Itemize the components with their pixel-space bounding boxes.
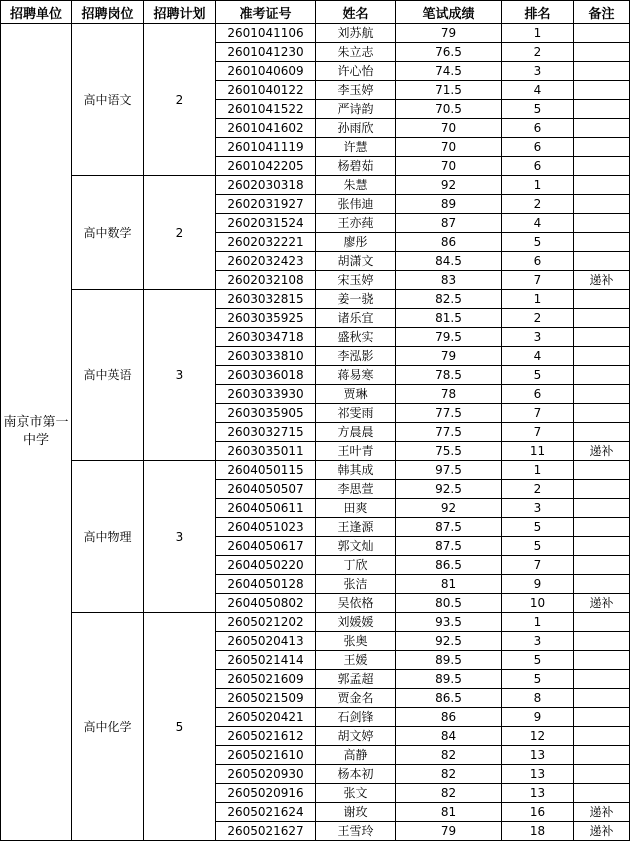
exam-id-cell: 2602031927 [216,195,316,214]
table-row [1,24,630,43]
exam-id-cell: 2603034718 [216,328,316,347]
exam-id-cell: 2605021610 [216,746,316,765]
header-row [1,1,630,24]
name-cell: 严诗韵 [316,100,396,119]
remark-cell [574,518,630,537]
remark-cell [574,499,630,518]
score-cell: 81 [396,803,502,822]
plan-cell: 3 [144,290,216,461]
name-cell: 吴依格 [316,594,396,613]
name-cell: 宋玉婷 [316,271,396,290]
score-cell: 87.5 [396,537,502,556]
score-cell: 83 [396,271,502,290]
remark-cell [574,385,630,404]
name-cell: 王亦莼 [316,214,396,233]
remark-cell [574,556,630,575]
score-cell: 80.5 [396,594,502,613]
remark-cell [574,575,630,594]
name-cell: 诸乐宜 [316,309,396,328]
score-cell: 84 [396,727,502,746]
name-cell: 郭孟超 [316,670,396,689]
remark-cell [574,195,630,214]
score-cell: 79.5 [396,328,502,347]
rank-cell: 2 [502,309,574,328]
rank-cell: 5 [502,537,574,556]
rank-cell: 5 [502,366,574,385]
rank-cell: 1 [502,613,574,632]
score-cell: 89.5 [396,651,502,670]
score-cell: 86.5 [396,689,502,708]
name-cell: 李泓影 [316,347,396,366]
rank-cell: 11 [502,442,574,461]
post-cell: 高中语文 [72,24,144,176]
name-cell: 丁欣 [316,556,396,575]
name-cell: 杨本初 [316,765,396,784]
name-cell: 盛秋实 [316,328,396,347]
name-cell: 胡潇文 [316,252,396,271]
exam-id-cell: 2602032108 [216,271,316,290]
header-remark: 备注 [574,1,630,24]
remark-cell [574,404,630,423]
header-rank: 排名 [502,1,574,24]
remark-cell: 递补 [574,271,630,290]
rank-cell: 18 [502,822,574,841]
name-cell: 姜一骁 [316,290,396,309]
score-cell: 78.5 [396,366,502,385]
remark-cell [574,24,630,43]
exam-id-cell: 2603033810 [216,347,316,366]
name-cell: 谢玫 [316,803,396,822]
remark-cell [574,366,630,385]
rank-cell: 4 [502,81,574,100]
rank-cell: 7 [502,404,574,423]
rank-cell: 2 [502,43,574,62]
exam-id-cell: 2604050220 [216,556,316,575]
exam-id-cell: 2601041602 [216,119,316,138]
remark-cell [574,784,630,803]
header-post: 招聘岗位 [72,1,144,24]
score-cell: 77.5 [396,423,502,442]
name-cell: 孙雨欣 [316,119,396,138]
name-cell: 田爽 [316,499,396,518]
remark-cell [574,347,630,366]
rank-cell: 1 [502,176,574,195]
exam-id-cell: 2603036018 [216,366,316,385]
rank-cell: 1 [502,290,574,309]
name-cell: 许慧 [316,138,396,157]
score-cell: 75.5 [396,442,502,461]
name-cell: 贾琳 [316,385,396,404]
name-cell: 刘苏航 [316,24,396,43]
score-cell: 81.5 [396,309,502,328]
exam-id-cell: 2604050115 [216,461,316,480]
plan-cell: 2 [144,24,216,176]
rank-cell: 5 [502,670,574,689]
exam-id-cell: 2601040122 [216,81,316,100]
exam-id-cell: 2604050507 [216,480,316,499]
name-cell: 方晨晨 [316,423,396,442]
name-cell: 郭文灿 [316,537,396,556]
name-cell: 许心怡 [316,62,396,81]
exam-id-cell: 2603032715 [216,423,316,442]
rank-cell: 2 [502,480,574,499]
rank-cell: 1 [502,461,574,480]
plan-cell: 3 [144,461,216,613]
post-cell: 高中英语 [72,290,144,461]
name-cell: 胡文婷 [316,727,396,746]
rank-cell: 8 [502,689,574,708]
remark-cell: 递补 [574,822,630,841]
rank-cell: 3 [502,499,574,518]
exam-id-cell: 2602030318 [216,176,316,195]
rank-cell: 4 [502,347,574,366]
header-unit: 招聘单位 [1,1,72,24]
exam-id-cell: 2602032423 [216,252,316,271]
remark-cell [574,138,630,157]
remark-cell [574,613,630,632]
remark-cell [574,233,630,252]
exam-id-cell: 2601040609 [216,62,316,81]
exam-id-cell: 2603032815 [216,290,316,309]
exam-id-cell: 2604050128 [216,575,316,594]
exam-id-cell: 2601041106 [216,24,316,43]
post-cell: 高中数学 [72,176,144,290]
rank-cell: 1 [502,24,574,43]
rank-cell: 9 [502,708,574,727]
rank-cell: 5 [502,518,574,537]
score-cell: 89.5 [396,670,502,689]
score-cell: 86 [396,708,502,727]
remark-cell: 递补 [574,442,630,461]
exam-id-cell: 2603033930 [216,385,316,404]
rank-cell: 13 [502,765,574,784]
score-cell: 79 [396,822,502,841]
plan-cell: 5 [144,613,216,841]
score-cell: 82 [396,784,502,803]
score-cell: 70.5 [396,100,502,119]
rank-cell: 6 [502,252,574,271]
rank-cell: 7 [502,423,574,442]
score-cell: 92 [396,499,502,518]
rank-cell: 13 [502,746,574,765]
remark-cell [574,309,630,328]
score-cell: 78 [396,385,502,404]
remark-cell [574,119,630,138]
rank-cell: 7 [502,556,574,575]
exam-id-cell: 2605021612 [216,727,316,746]
remark-cell [574,746,630,765]
exam-id-cell: 2602032221 [216,233,316,252]
plan-cell: 2 [144,176,216,290]
remark-cell [574,461,630,480]
name-cell: 朱慧 [316,176,396,195]
score-cell: 82 [396,765,502,784]
rank-cell: 12 [502,727,574,746]
remark-cell [574,689,630,708]
rank-cell: 6 [502,138,574,157]
score-cell: 82.5 [396,290,502,309]
name-cell: 杨碧茹 [316,157,396,176]
score-cell: 92 [396,176,502,195]
rank-cell: 3 [502,328,574,347]
exam-id-cell: 2603035011 [216,442,316,461]
remark-cell [574,670,630,689]
name-cell: 朱立志 [316,43,396,62]
name-cell: 王媛 [316,651,396,670]
remark-cell [574,651,630,670]
table-body [1,24,630,841]
header-name: 姓名 [316,1,396,24]
remark-cell [574,214,630,233]
exam-id-cell: 2605021509 [216,689,316,708]
score-cell: 81 [396,575,502,594]
unit-cell: 南京市第一中学 [1,24,72,841]
name-cell: 高静 [316,746,396,765]
exam-id-cell: 2605020421 [216,708,316,727]
exam-id-cell: 2603035905 [216,404,316,423]
exam-id-cell: 2601042205 [216,157,316,176]
score-cell: 87.5 [396,518,502,537]
remark-cell [574,176,630,195]
name-cell: 张文 [316,784,396,803]
remark-cell [574,480,630,499]
exam-id-cell: 2605021202 [216,613,316,632]
exam-id-cell: 2603035925 [216,309,316,328]
name-cell: 张奥 [316,632,396,651]
name-cell: 刘媛媛 [316,613,396,632]
remark-cell [574,708,630,727]
remark-cell [574,157,630,176]
score-cell: 92.5 [396,632,502,651]
remark-cell [574,81,630,100]
post-cell: 高中物理 [72,461,144,613]
score-cell: 86.5 [396,556,502,575]
exam-id-cell: 2605021624 [216,803,316,822]
name-cell: 张洁 [316,575,396,594]
score-cell: 92.5 [396,480,502,499]
table-row [1,176,630,195]
name-cell: 李思萱 [316,480,396,499]
rank-cell: 3 [502,632,574,651]
remark-cell [574,632,630,651]
remark-cell [574,290,630,309]
remark-cell [574,765,630,784]
score-cell: 71.5 [396,81,502,100]
exam-id-cell: 2604050611 [216,499,316,518]
score-cell: 82 [396,746,502,765]
rank-cell: 3 [502,62,574,81]
remark-cell [574,423,630,442]
name-cell: 贾金名 [316,689,396,708]
score-cell: 87 [396,214,502,233]
exam-id-cell: 2605020916 [216,784,316,803]
score-cell: 70 [396,119,502,138]
rank-cell: 5 [502,651,574,670]
exam-id-cell: 2601041230 [216,43,316,62]
table-row [1,461,630,480]
score-cell: 79 [396,347,502,366]
header-score: 笔试成绩 [396,1,502,24]
exam-id-cell: 2601041522 [216,100,316,119]
exam-id-cell: 2605020930 [216,765,316,784]
remark-cell [574,100,630,119]
post-cell: 高中化学 [72,613,144,841]
exam-id-cell: 2605021609 [216,670,316,689]
score-cell: 89 [396,195,502,214]
score-cell: 79 [396,24,502,43]
score-cell: 77.5 [396,404,502,423]
rank-cell: 6 [502,157,574,176]
remark-cell [574,62,630,81]
exam-id-cell: 2604050617 [216,537,316,556]
remark-cell [574,328,630,347]
header-plan: 招聘计划 [144,1,216,24]
rank-cell: 2 [502,195,574,214]
remark-cell: 递补 [574,803,630,822]
exam-id-cell: 2605021627 [216,822,316,841]
remark-cell [574,43,630,62]
name-cell: 王叶青 [316,442,396,461]
rank-cell: 6 [502,119,574,138]
name-cell: 李玉婷 [316,81,396,100]
exam-id-cell: 2604050802 [216,594,316,613]
exam-id-cell: 2605021414 [216,651,316,670]
rank-cell: 9 [502,575,574,594]
name-cell: 蒋易寒 [316,366,396,385]
rank-cell: 5 [502,233,574,252]
rank-cell: 5 [502,100,574,119]
rank-cell: 7 [502,271,574,290]
score-cell: 84.5 [396,252,502,271]
remark-cell: 递补 [574,594,630,613]
name-cell: 张伟迪 [316,195,396,214]
score-cell: 70 [396,157,502,176]
name-cell: 廖彤 [316,233,396,252]
table-row [1,613,630,632]
exam-id-cell: 2605020413 [216,632,316,651]
score-cell: 70 [396,138,502,157]
header-exam-id: 准考证号 [216,1,316,24]
remark-cell [574,252,630,271]
table-row [1,290,630,309]
rank-cell: 16 [502,803,574,822]
name-cell: 石剑锋 [316,708,396,727]
name-cell: 王逢源 [316,518,396,537]
score-cell: 97.5 [396,461,502,480]
rank-cell: 13 [502,784,574,803]
remark-cell [574,537,630,556]
name-cell: 韩其成 [316,461,396,480]
rank-cell: 6 [502,385,574,404]
name-cell: 王雪玲 [316,822,396,841]
score-cell: 86 [396,233,502,252]
score-cell: 76.5 [396,43,502,62]
exam-id-cell: 2601041119 [216,138,316,157]
rank-cell: 4 [502,214,574,233]
exam-id-cell: 2604051023 [216,518,316,537]
name-cell: 祁雯雨 [316,404,396,423]
score-cell: 93.5 [396,613,502,632]
score-cell: 74.5 [396,62,502,81]
exam-id-cell: 2602031524 [216,214,316,233]
remark-cell [574,727,630,746]
rank-cell: 10 [502,594,574,613]
